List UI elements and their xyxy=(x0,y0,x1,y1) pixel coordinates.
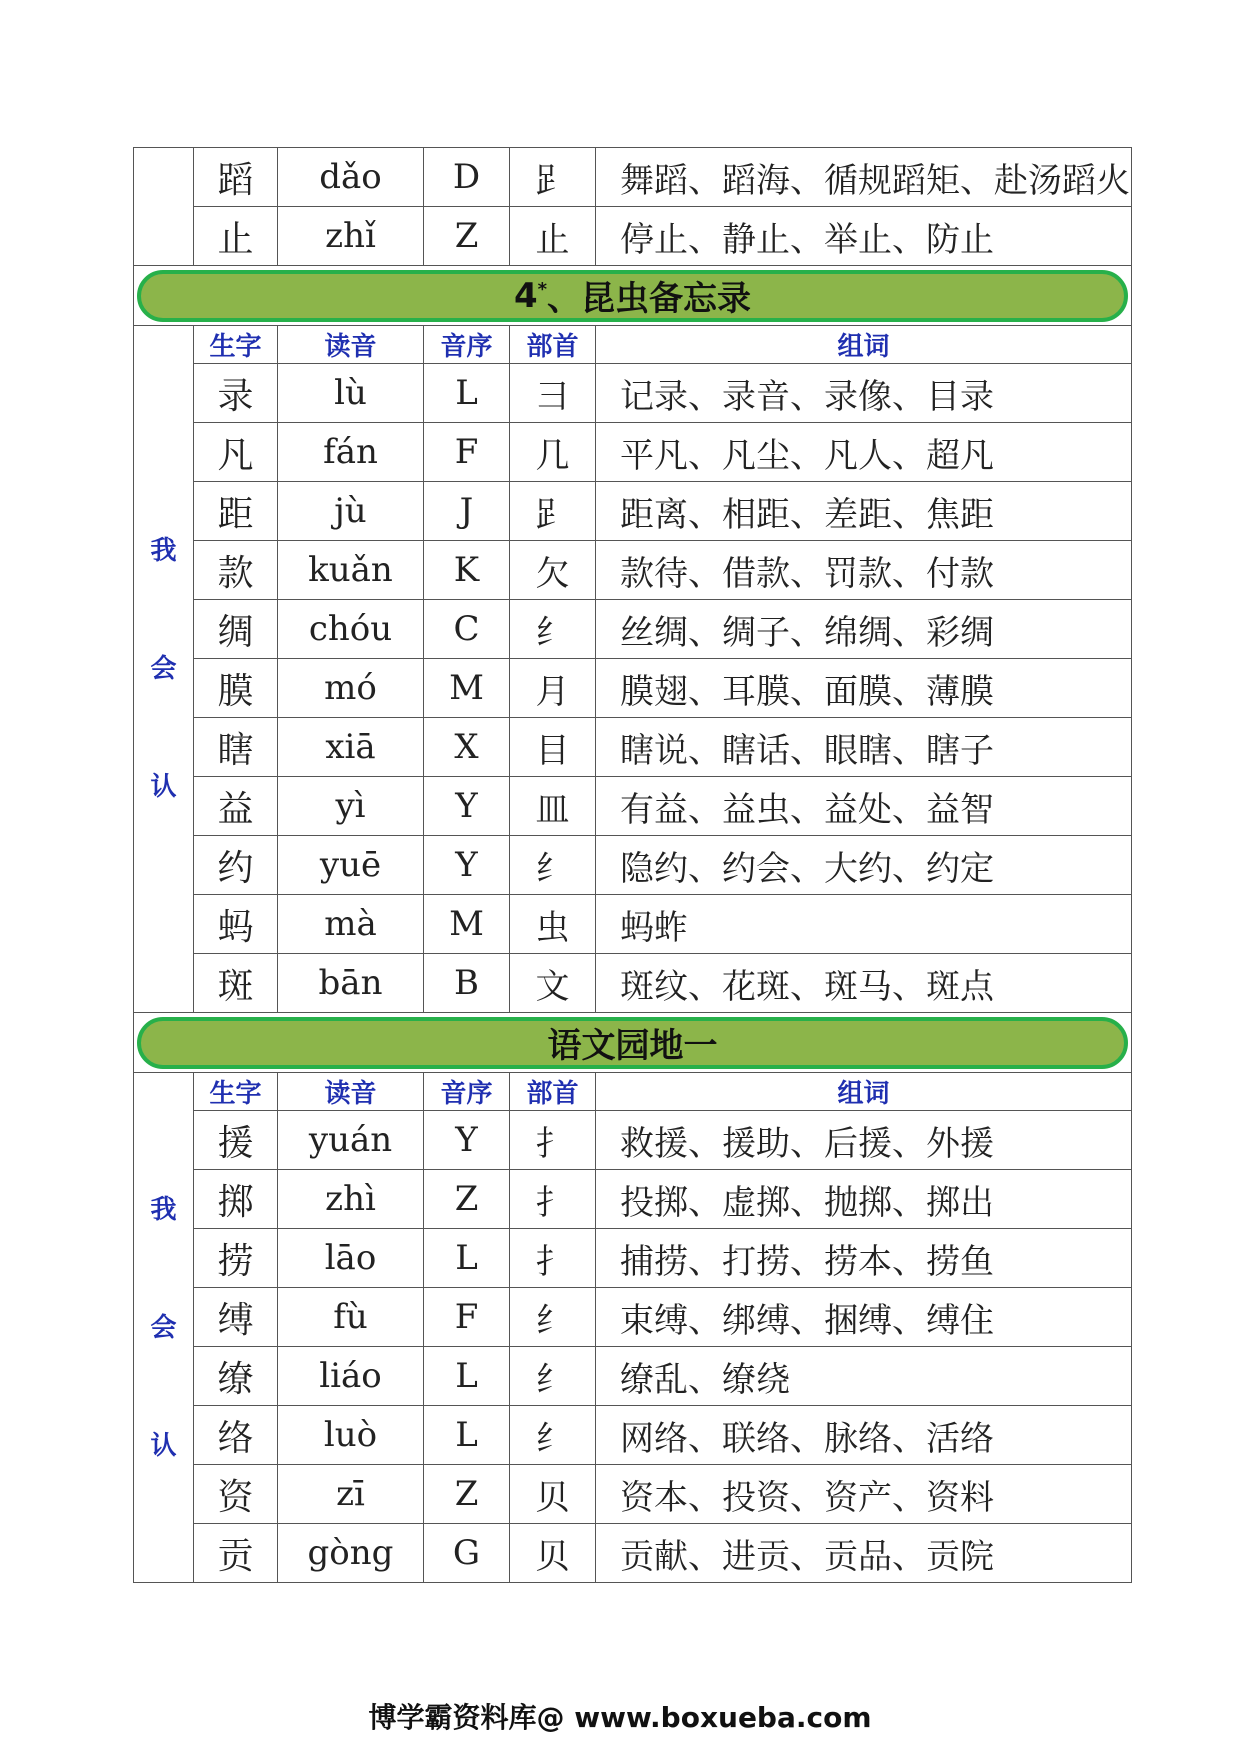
words-cell: 距离、相距、差距、焦距 xyxy=(596,482,1132,541)
radical-cell: 扌 xyxy=(510,1229,596,1288)
table-row xyxy=(134,148,1132,207)
pinyin-cell: yuán xyxy=(278,1111,424,1170)
column-header: 部首 xyxy=(510,1073,596,1111)
section-title-cell xyxy=(134,266,1132,326)
words-cell: 有益、益虫、益处、益智 xyxy=(596,777,1132,836)
pinyin-cell: kuǎn xyxy=(278,541,424,600)
table-row xyxy=(134,482,1132,541)
column-header: 组词 xyxy=(596,1073,1132,1111)
radical-cell: 纟 xyxy=(510,1406,596,1465)
radical-cell: 𧾷 xyxy=(510,148,596,207)
pinyin-cell: liáo xyxy=(278,1347,424,1406)
order-cell: Y xyxy=(424,1111,510,1170)
table-row xyxy=(134,364,1132,423)
character-cell: 贡 xyxy=(194,1524,278,1583)
words-cell: 舞蹈、蹈海、循规蹈矩、赴汤蹈火 xyxy=(596,148,1132,207)
character-cell: 缭 xyxy=(194,1347,278,1406)
character-cell: 蹈 xyxy=(194,148,278,207)
order-cell: X xyxy=(424,718,510,777)
radical-cell: 文 xyxy=(510,954,596,1013)
table-row xyxy=(134,207,1132,266)
column-header: 音序 xyxy=(424,326,510,364)
pinyin-cell: fù xyxy=(278,1288,424,1347)
radical-cell: 皿 xyxy=(510,777,596,836)
words-cell: 记录、录音、录像、目录 xyxy=(596,364,1132,423)
character-cell: 益 xyxy=(194,777,278,836)
pinyin-cell: chóu xyxy=(278,600,424,659)
order-cell: M xyxy=(424,659,510,718)
table-row xyxy=(134,836,1132,895)
pinyin-cell: zhǐ xyxy=(278,207,424,266)
words-cell: 投掷、虚掷、抛掷、掷出 xyxy=(596,1170,1132,1229)
pinyin-cell: lāo xyxy=(278,1229,424,1288)
section-title-banner xyxy=(137,270,1128,322)
order-cell: K xyxy=(424,541,510,600)
radical-cell: 扌 xyxy=(510,1170,596,1229)
pinyin-cell: zī xyxy=(278,1465,424,1524)
radical-cell: 纟 xyxy=(510,836,596,895)
character-cell: 绸 xyxy=(194,600,278,659)
table-row xyxy=(134,1347,1132,1406)
side-label xyxy=(134,1194,193,1461)
words-cell: 膜翅、耳膜、面膜、薄膜 xyxy=(596,659,1132,718)
section-title-rest: 、昆虫备忘录 xyxy=(547,279,752,319)
words-cell: 贡献、进贡、贡品、贡院 xyxy=(596,1524,1132,1583)
pinyin-cell: jù xyxy=(278,482,424,541)
order-cell: F xyxy=(424,1288,510,1347)
character-cell: 膜 xyxy=(194,659,278,718)
order-cell: F xyxy=(424,423,510,482)
table-row xyxy=(134,777,1132,836)
table-row xyxy=(134,1111,1132,1170)
words-cell: 款待、借款、罚款、付款 xyxy=(596,541,1132,600)
vocabulary-table xyxy=(133,147,1132,1583)
section-title-main: 语文园地一 xyxy=(547,1026,718,1066)
header-row xyxy=(134,1073,1132,1111)
pinyin-cell: mà xyxy=(278,895,424,954)
pinyin-cell: luò xyxy=(278,1406,424,1465)
side-label-char: 我 xyxy=(150,536,177,566)
order-cell: G xyxy=(424,1524,510,1583)
character-cell: 援 xyxy=(194,1111,278,1170)
character-cell: 款 xyxy=(194,541,278,600)
table-row xyxy=(134,659,1132,718)
radical-cell: 扌 xyxy=(510,1111,596,1170)
side-label-cell xyxy=(134,1073,194,1583)
words-cell: 捕捞、打捞、捞本、捞鱼 xyxy=(596,1229,1132,1288)
radical-cell: 贝 xyxy=(510,1465,596,1524)
side-label-char: 会 xyxy=(150,1312,177,1343)
column-header: 生字 xyxy=(194,1073,278,1111)
character-cell: 凡 xyxy=(194,423,278,482)
section-title-row xyxy=(134,266,1132,326)
table-row xyxy=(134,1288,1132,1347)
header-row xyxy=(134,326,1132,364)
order-cell: Z xyxy=(424,207,510,266)
order-cell: L xyxy=(424,1347,510,1406)
order-cell: D xyxy=(424,148,510,207)
order-cell: C xyxy=(424,600,510,659)
order-cell: L xyxy=(424,1406,510,1465)
order-cell: L xyxy=(424,1229,510,1288)
words-cell: 资本、投资、资产、资料 xyxy=(596,1465,1132,1524)
order-cell: Y xyxy=(424,777,510,836)
radical-cell: 月 xyxy=(510,659,596,718)
radical-cell: 欠 xyxy=(510,541,596,600)
table-row xyxy=(134,423,1132,482)
words-cell: 束缚、绑缚、捆缚、缚住 xyxy=(596,1288,1132,1347)
section-title-cell xyxy=(134,1013,1132,1073)
words-cell: 隐约、约会、大约、约定 xyxy=(596,836,1132,895)
order-cell: B xyxy=(424,954,510,1013)
table-row xyxy=(134,1170,1132,1229)
pinyin-cell: xiā xyxy=(278,718,424,777)
section-title-banner xyxy=(137,1017,1128,1069)
character-cell: 缚 xyxy=(194,1288,278,1347)
column-header: 读音 xyxy=(278,326,424,364)
words-cell: 瞎说、瞎话、眼瞎、瞎子 xyxy=(596,718,1132,777)
column-header: 读音 xyxy=(278,1073,424,1111)
blank-side-cell xyxy=(134,148,194,266)
pinyin-cell: lù xyxy=(278,364,424,423)
table-row xyxy=(134,1524,1132,1583)
side-label-char: 认 xyxy=(150,1430,177,1461)
order-cell: Y xyxy=(424,836,510,895)
character-cell: 距 xyxy=(194,482,278,541)
table-row xyxy=(134,600,1132,659)
table-row xyxy=(134,1406,1132,1465)
pinyin-cell: zhì xyxy=(278,1170,424,1229)
order-cell: L xyxy=(424,364,510,423)
column-header: 组词 xyxy=(596,326,1132,364)
radical-cell: 几 xyxy=(510,423,596,482)
words-cell: 丝绸、绸子、绵绸、彩绸 xyxy=(596,600,1132,659)
radical-cell: 纟 xyxy=(510,600,596,659)
table-row xyxy=(134,541,1132,600)
words-cell: 蚂蚱 xyxy=(596,895,1132,954)
section-title-main: 4 xyxy=(513,275,538,316)
pinyin-cell: dǎo xyxy=(278,148,424,207)
pinyin-cell: bān xyxy=(278,954,424,1013)
table-row xyxy=(134,895,1132,954)
words-cell: 停止、静止、举止、防止 xyxy=(596,207,1132,266)
character-cell: 斑 xyxy=(194,954,278,1013)
order-cell: Z xyxy=(424,1465,510,1524)
pinyin-cell: gòng xyxy=(278,1524,424,1583)
order-cell: M xyxy=(424,895,510,954)
table-row xyxy=(134,718,1132,777)
section-title-sup: * xyxy=(537,279,548,300)
character-cell: 蚂 xyxy=(194,895,278,954)
side-label xyxy=(134,538,193,800)
table-row xyxy=(134,1465,1132,1524)
footer-watermark: 博学霸资料库@ www.boxueba.com xyxy=(368,1701,872,1734)
words-cell: 平凡、凡尘、凡人、超凡 xyxy=(596,423,1132,482)
pinyin-cell: mó xyxy=(278,659,424,718)
order-cell: J xyxy=(424,482,510,541)
pinyin-cell: fán xyxy=(278,423,424,482)
words-cell: 斑纹、花斑、斑马、斑点 xyxy=(596,954,1132,1013)
radical-cell: 纟 xyxy=(510,1288,596,1347)
character-cell: 录 xyxy=(194,364,278,423)
side-label-char: 会 xyxy=(150,654,177,684)
column-header: 部首 xyxy=(510,326,596,364)
words-cell: 缭乱、缭绕 xyxy=(596,1347,1132,1406)
side-label-char: 我 xyxy=(150,1194,177,1225)
radical-cell: 𧾷 xyxy=(510,482,596,541)
side-label-char: 认 xyxy=(150,772,177,802)
radical-cell: 纟 xyxy=(510,1347,596,1406)
table-row xyxy=(134,1229,1132,1288)
radical-cell: 贝 xyxy=(510,1524,596,1583)
section-title-row xyxy=(134,1013,1132,1073)
words-cell: 网络、联络、脉络、活络 xyxy=(596,1406,1132,1465)
radical-cell: 虫 xyxy=(510,895,596,954)
table-row xyxy=(134,954,1132,1013)
character-cell: 捞 xyxy=(194,1229,278,1288)
character-cell: 瞎 xyxy=(194,718,278,777)
radical-cell: 目 xyxy=(510,718,596,777)
radical-cell: 止 xyxy=(510,207,596,266)
character-cell: 络 xyxy=(194,1406,278,1465)
character-cell: 止 xyxy=(194,207,278,266)
pinyin-cell: yuē xyxy=(278,836,424,895)
radical-cell: 彐 xyxy=(510,364,596,423)
side-label-cell xyxy=(134,326,194,1013)
column-header: 音序 xyxy=(424,1073,510,1111)
character-cell: 掷 xyxy=(194,1170,278,1229)
pinyin-cell: yì xyxy=(278,777,424,836)
order-cell: Z xyxy=(424,1170,510,1229)
character-cell: 约 xyxy=(194,836,278,895)
column-header: 生字 xyxy=(194,326,278,364)
words-cell: 救援、援助、后援、外援 xyxy=(596,1111,1132,1170)
character-cell: 资 xyxy=(194,1465,278,1524)
